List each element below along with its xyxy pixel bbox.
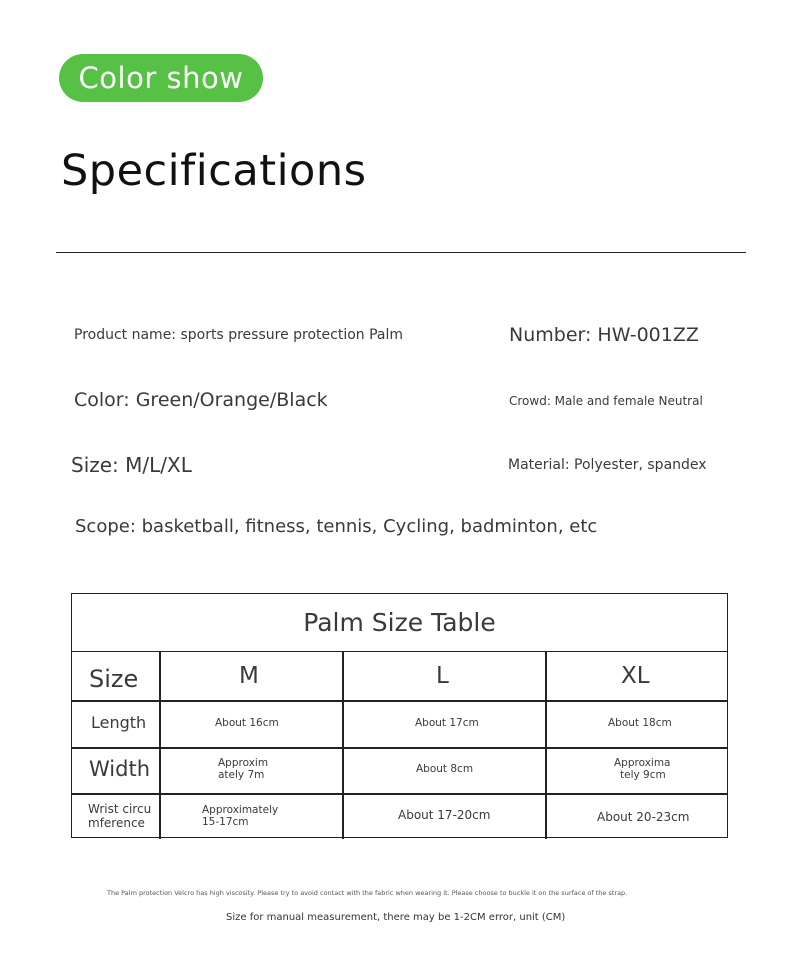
length-xl: About 18cm [608,717,672,729]
table-title: Palm Size Table [72,594,727,652]
length-l: About 17cm [415,717,479,729]
table-divider [72,793,727,795]
header-m: M [239,663,259,689]
color-show-badge: Color show [59,54,263,102]
wrist-l: About 17-20cm [398,808,491,822]
velcro-note: The Palm protection Velcro has high viscosity. Please try to avoid contact with the fabric when wearing it. Please choose to buckle it on the surface of the strap. [107,889,628,897]
spec-crowd: Crowd: Male and female Neutral [509,394,703,408]
header-l: L [436,663,449,689]
width-xl-line1: Approxima [614,757,671,769]
row-label-wrist-line1: Wrist circu [88,802,152,816]
spec-size: Size: M/L/XL [71,453,192,477]
page-title: Specifications [61,146,367,196]
width-xl-line2: tely 9cm [620,769,666,781]
width-m-line2: ately 7m [218,769,265,781]
wrist-m-line1: Approximately [202,804,279,816]
palm-size-table [71,593,728,838]
spec-material: Material: Polyester, spandex [508,457,707,473]
table-divider [72,747,727,749]
table-divider [159,652,161,839]
header-xl: XL [621,663,650,689]
divider [56,252,746,253]
spec-number: Number: HW-001ZZ [509,324,699,346]
table-divider [72,700,727,702]
spec-color: Color: Green/Orange/Black [74,389,328,411]
width-m-line1: Approxim [218,757,269,769]
wrist-m-line2: 15-17cm [202,816,249,828]
row-label-width: Width [89,757,151,781]
table-divider [342,652,344,839]
row-label-wrist-line2: mference [88,816,145,830]
wrist-xl: About 20-23cm [597,810,690,824]
length-m: About 16cm [215,717,279,729]
spec-product-name: Product name: sports pressure protection Palm [74,327,404,343]
table-divider [545,652,547,839]
measurement-note: Size for manual measurement, there may be 1-2CM error, unit (CM) [226,912,566,923]
header-size: Size [89,665,139,693]
width-l: About 8cm [416,763,474,775]
spec-scope: Scope: basketball, fitness, tennis, Cycling, badminton, etc [75,516,598,537]
row-label-length: Length [91,713,147,732]
